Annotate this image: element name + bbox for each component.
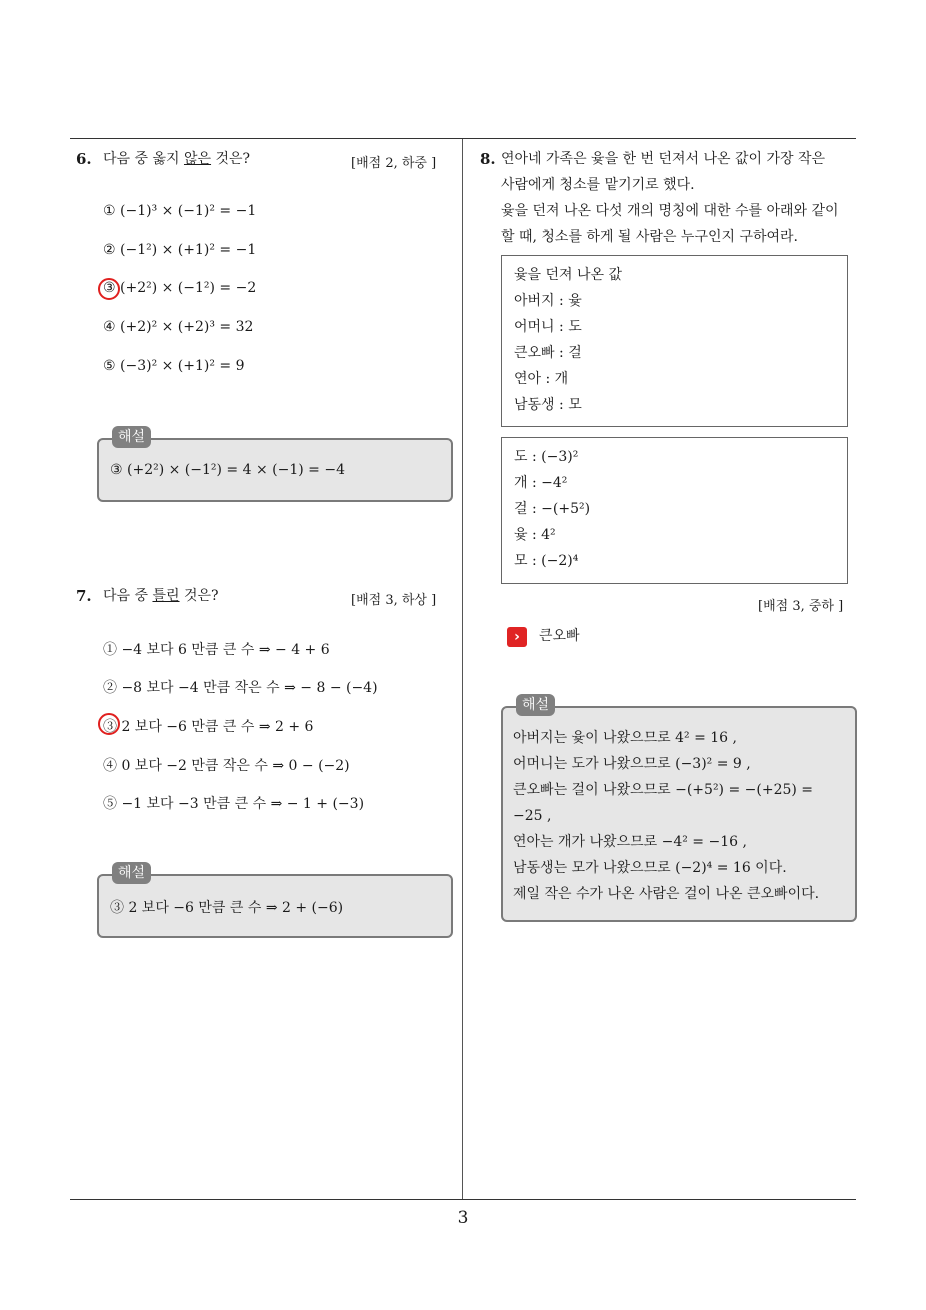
explanation-line: 어머니는 도가 나왔으므로 (−3)² = 9 ,	[513, 756, 751, 772]
question-line: 윷을 던져 나온 다섯 개의 명칭에 대한 수를 아래와 같이	[501, 203, 839, 219]
question-number: 6.	[76, 150, 92, 168]
list-item: 윷 : 4²	[514, 527, 556, 543]
choice-3[interactable]: ③ 2 보다 −6 만큼 큰 수 ⇒ 2 + 6	[103, 719, 314, 735]
question-number: 8.	[480, 150, 496, 168]
bottom-rule	[70, 1199, 856, 1200]
choice-1[interactable]: ① −4 보다 6 만큼 큰 수 ⇒ − 4 + 6	[103, 642, 330, 658]
choice-5[interactable]: ⑤ (−3)² × (+1)² = 9	[103, 358, 245, 374]
explanation-text: ③ 2 보다 −6 만큼 큰 수 ⇒ 2 + (−6)	[110, 900, 344, 916]
choice-1[interactable]: ① (−1)³ × (−1)² = −1	[103, 203, 257, 219]
question-text: 다음 중 옳지 않은 것은?	[103, 151, 251, 167]
list-item: 걸 : −(+5²)	[514, 501, 591, 517]
explanation-text	[513, 725, 819, 907]
choice-5[interactable]: ⑤ −1 보다 −3 만큼 큰 수 ⇒ − 1 + (−3)	[103, 796, 365, 812]
list-item: 윷을 던져 나온 값	[514, 267, 623, 283]
choice-2[interactable]: ② −8 보다 −4 만큼 작은 수 ⇒ − 8 − (−4)	[103, 680, 378, 696]
question-line: 사람에게 청소를 맡기기로 했다.	[501, 177, 695, 193]
answer-text: 큰오빠	[539, 628, 580, 644]
question-text: 다음 중 틀린 것은?	[103, 588, 219, 604]
yut-results-list	[514, 262, 622, 418]
question-text	[501, 146, 839, 250]
list-item: 큰오빠 : 걸	[514, 345, 582, 361]
question-line: 할 때, 청소를 하게 될 사람은 누구인지 구하여라.	[501, 229, 799, 245]
list-item: 아버지 : 윷	[514, 293, 582, 309]
explanation-line: 큰오빠는 걸이 나왔으므로 −(+5²) = −(+25) =	[513, 782, 814, 798]
answer-circle-mark	[98, 278, 120, 300]
explanation-tag: 해설	[112, 426, 151, 448]
score-label: [배점 2, 하중 ]	[351, 156, 437, 171]
explanation-line: 연아는 개가 나왔으므로 −4² = −16 ,	[513, 834, 747, 850]
choice-4[interactable]: ④ (+2)² × (+2)³ = 32	[103, 319, 254, 335]
list-item: 도 : (−3)²	[514, 449, 579, 465]
explanation-tag: 해설	[516, 694, 555, 716]
page-number: 3	[457, 1208, 469, 1228]
list-item: 남동생 : 모	[514, 397, 582, 413]
score-label: [배점 3, 하상 ]	[351, 593, 437, 608]
explanation-line: 제일 작은 수가 나온 사람은 걸이 나온 큰오빠이다.	[513, 886, 820, 902]
question-number: 7.	[76, 587, 92, 605]
chevron-right-icon: ›	[507, 627, 527, 647]
choice-3[interactable]: ③ (+2²) × (−1²) = −2	[103, 280, 257, 296]
top-rule	[70, 138, 856, 139]
explanation-line: 남동생는 모가 나왔으므로 (−2)⁴ = 16 이다.	[513, 860, 787, 876]
question-line: 연아네 가족은 윷을 한 번 던져서 나온 값이 가장 작은	[501, 151, 826, 167]
score-label: [배점 3, 중하 ]	[758, 599, 844, 614]
explanation-text: ③ (+2²) × (−1²) = 4 × (−1) = −4	[110, 462, 345, 478]
column-divider	[462, 139, 463, 1199]
choice-2[interactable]: ② (−1²) × (+1)² = −1	[103, 242, 257, 258]
explanation-line: 아버지는 윷이 나왔으므로 4² = 16 ,	[513, 730, 737, 746]
yut-values-list	[514, 444, 590, 574]
list-item: 모 : (−2)⁴	[514, 553, 579, 569]
explanation-line: −25 ,	[513, 808, 552, 824]
list-item: 어머니 : 도	[514, 319, 582, 335]
choice-4[interactable]: ④ 0 보다 −2 만큼 작은 수 ⇒ 0 − (−2)	[103, 758, 350, 774]
explanation-tag: 해설	[112, 862, 151, 884]
list-item: 개 : −4²	[514, 475, 568, 491]
answer-circle-mark	[98, 713, 120, 735]
list-item: 연아 : 개	[514, 371, 569, 387]
